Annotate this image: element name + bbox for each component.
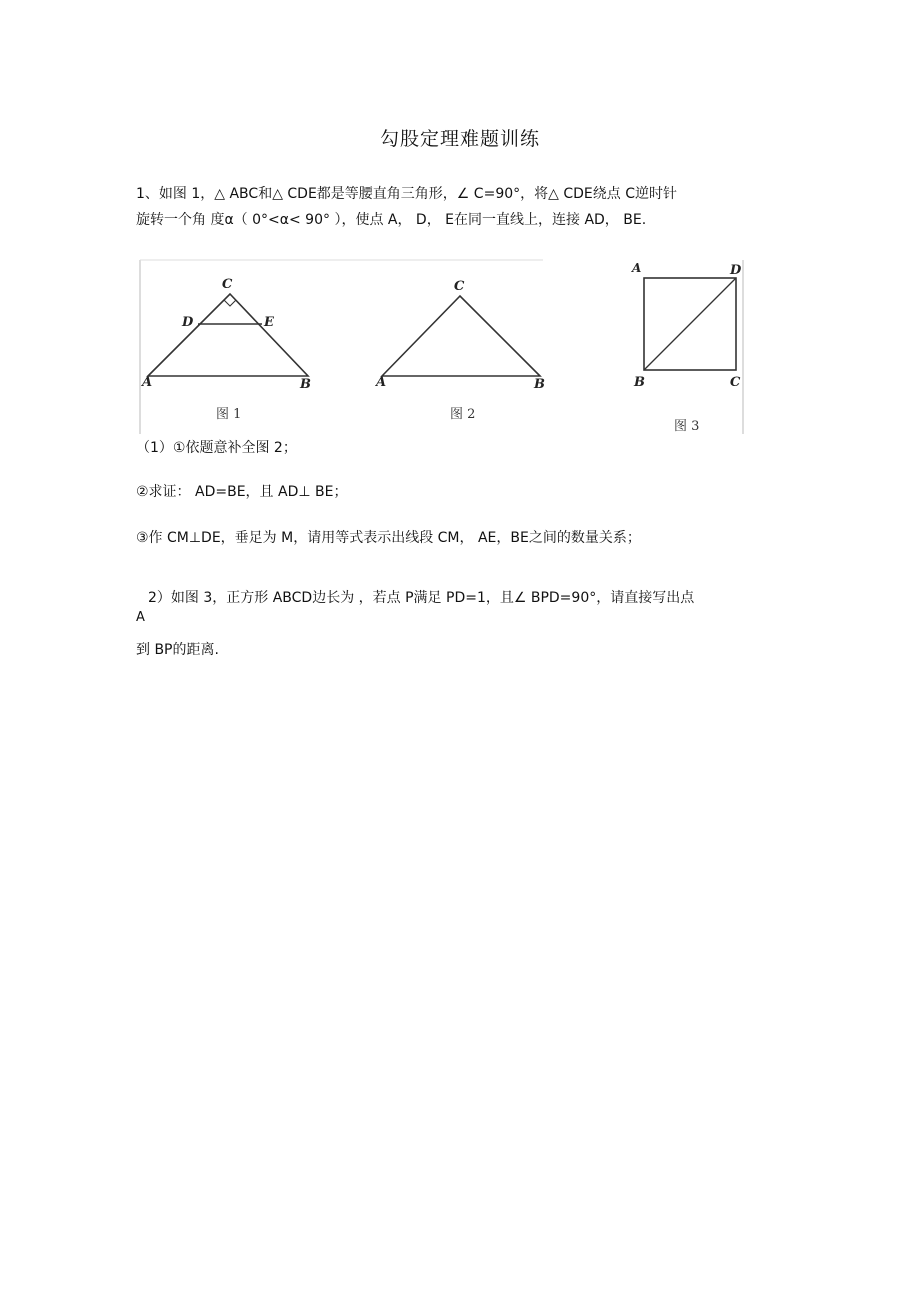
problem1-question3: ③作 CM⊥DE，垂足为 M，请用等式表示出线段 CM， AE，BE之间的数量关系； (136, 530, 641, 546)
fig3-label-c: C (730, 375, 741, 390)
fig2-caption: 图 2 (450, 407, 476, 422)
problem1-question2: ②求证： AD=BE，且 AD⊥ BE； (136, 484, 348, 500)
fig1-label-e: E (264, 315, 274, 330)
fig1-label-d: D (182, 315, 194, 330)
fig3-diagonal-bd (644, 278, 736, 370)
fig1-caption: 图 1 (216, 407, 242, 422)
fig3-label-b: B (634, 375, 645, 390)
problem2-line1: 2）如图 3，正方形 ABCD边长为 ，若点 P满足 PD=1，且∠ BPD=90°，请直接写出点 (148, 590, 695, 606)
figure-panel (138, 258, 748, 436)
fig1-label-a: A (142, 375, 153, 390)
figures-svg (138, 258, 748, 436)
figure-3 (631, 261, 742, 434)
figure-1 (140, 277, 311, 422)
fig2-label-b: B (534, 377, 545, 392)
problem2-line1b: A (136, 610, 145, 625)
fig1-label-c: C (222, 277, 233, 292)
fig2-label-c: C (454, 279, 465, 294)
fig3-label-d: D (730, 263, 742, 278)
problem2-line2: 到 BP的距离. (136, 642, 219, 658)
page-title: 勾股定理难题训练 (379, 128, 540, 150)
figure-2 (374, 279, 545, 422)
fig3-caption: 图 3 (674, 419, 700, 434)
problem1-line1: 1、如图 1，△ ABC和△ CDE都是等腰直角三角形，∠ C=90°，将△ CDE绕点 C逆时针 (136, 186, 677, 202)
fig2-triangle-abc (382, 296, 540, 376)
problem1-question1: （1）①依题意补全图 2； (136, 440, 297, 456)
problem1-line2: 旋转一个角 度α（ 0°<α< 90° ），使点 A， D， E在同一直线上，连接 AD， BE. (136, 212, 647, 228)
fig1-label-b: B (300, 377, 311, 392)
fig2-label-a: A (376, 375, 387, 390)
fig3-label-a: A (632, 261, 642, 275)
fig1-triangle-abc (148, 294, 308, 376)
fig1-right-angle-mark (224, 300, 236, 306)
